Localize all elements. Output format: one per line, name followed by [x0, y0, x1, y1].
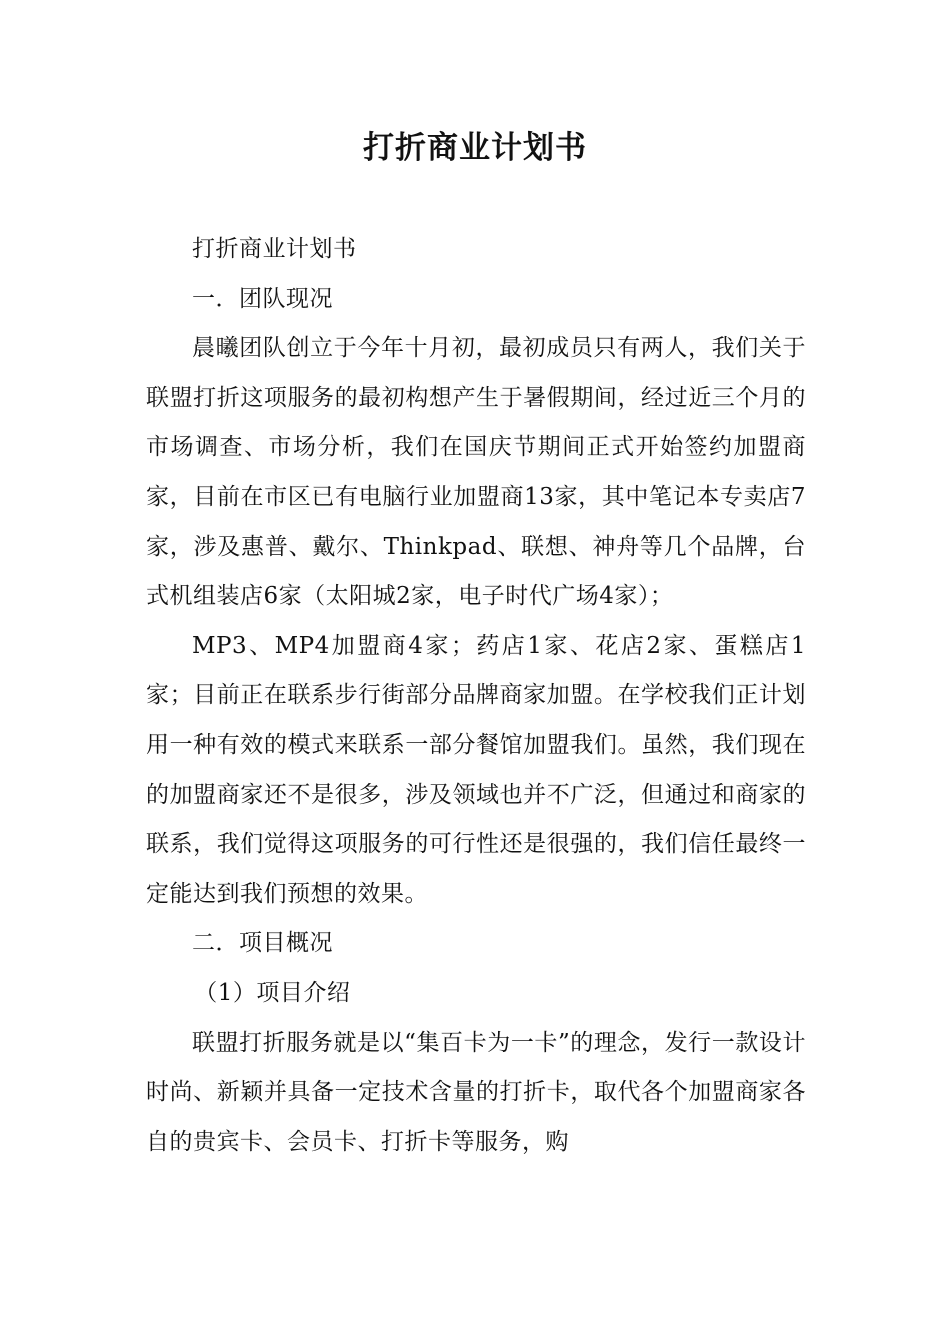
- document-title: 打折商业计划书: [363, 130, 587, 166]
- section-heading-team: 一．团队现况: [192, 285, 333, 312]
- section-heading-project: 二．项目概况: [192, 930, 333, 957]
- document-body: [146, 225, 806, 1167]
- paragraph-project-intro: 联盟打折服务就是以“集百卡为一卡”的理念，发行一款设计时尚、新颖并具备一定技术含量的打折卡，取代各个加盟商家各自的贵宾卡、会员卡、打折卡等服务，购: [146, 1029, 806, 1155]
- subsection-heading-intro: （1）项目介绍: [194, 979, 351, 1006]
- paragraph-team-intro: 晨曦团队创立于今年十月初，最初成员只有两人，我们关于联盟打折这项服务的最初构想产生于暑假期间，经过近三个月的市场调查、市场分析，我们在国庆节期间正式开始签约加盟商家，目前在市区已有电脑行业加盟商13家，其中笔记本专卖店7家，涉及惠普、戴尔、Thinkpad、联想、神舟等几个品牌，台式机组装店6家（太阳城2家，电子时代广场4家）；: [146, 335, 806, 610]
- paragraph-team-partners: MP3、MP4加盟商4家；药店1家、花店2家、蛋糕店1家；目前正在联系步行街部分品牌商家加盟。在学校我们正计划用一种有效的模式来联系一部分餐馆加盟我们。虽然，我们现在的加盟商家还不是很多，涉及领域也并不广泛，但通过和商家的联系，我们觉得这项服务的可行性还是很强的，我们信任最终一定能达到我们预想的效果。: [146, 632, 806, 907]
- body-heading: 打折商业计划书: [192, 236, 357, 262]
